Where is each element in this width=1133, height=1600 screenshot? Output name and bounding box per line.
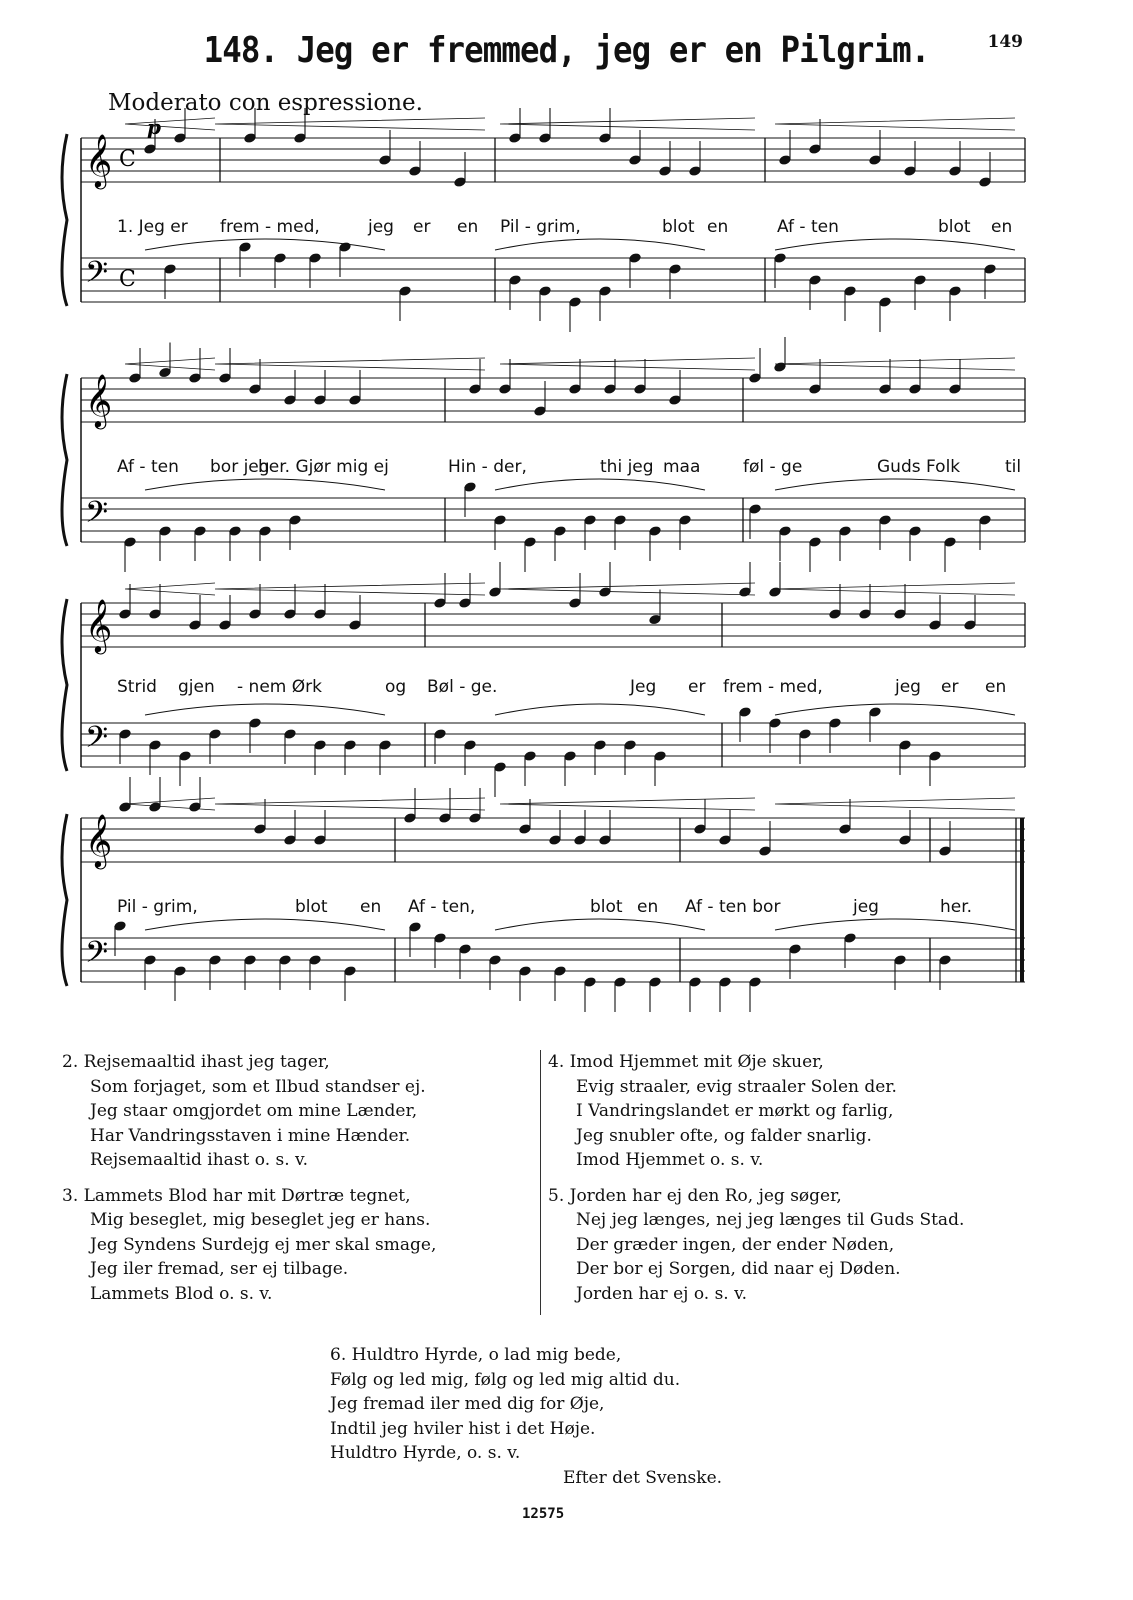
verses-left <box>62 1050 532 1317</box>
lyric-syllable: en <box>637 897 659 917</box>
lyric-syllable: jeg <box>895 677 921 697</box>
slur <box>495 479 705 490</box>
staff-svg <box>55 800 1030 1010</box>
lyric-syllable: og <box>385 677 407 697</box>
lyric-syllable: blot <box>662 217 695 237</box>
lyric-syllable: Bøl - ge. <box>427 677 498 697</box>
lyric-syllable: til <box>1005 457 1022 477</box>
bass-clef-icon: 𝄢 <box>85 256 109 297</box>
lyric-syllable: føl - ge <box>743 457 803 477</box>
lyric-syllable: Guds Folk <box>877 457 961 477</box>
slur <box>495 704 705 715</box>
slur <box>775 239 1015 250</box>
hairpin <box>775 358 1015 370</box>
verse-line: Jeg fremad iler med dig for Øje, <box>330 1394 605 1414</box>
lyric-syllable: Af - ten, <box>408 897 476 917</box>
verse-4 <box>548 1050 1038 1173</box>
hairpin <box>775 798 1015 810</box>
slur <box>495 239 705 250</box>
brace <box>62 599 67 771</box>
lyric-syllable: Af - ten <box>777 217 839 237</box>
slur <box>775 919 1015 930</box>
verse-line: I Vandringslandet er mørkt og farlig, <box>576 1101 894 1121</box>
verse-3 <box>62 1184 532 1307</box>
verse-line: Jorden har ej o. s. v. <box>576 1283 748 1304</box>
verse-line: Følg og led mig, følg og led mig altid du. <box>330 1369 681 1390</box>
credit: Efter det Svenske. <box>563 1468 723 1488</box>
verse-2 <box>62 1050 532 1173</box>
treble-clef-icon: 𝄞 <box>85 133 113 187</box>
music-system-3 <box>55 585 1030 795</box>
lyric-syllable: Hin - der, <box>448 457 527 477</box>
verses-right <box>548 1050 1038 1317</box>
verse-line: Har Vandringsstaven i mine Hænder. <box>90 1125 411 1146</box>
lyric-syllable: blot <box>590 897 623 917</box>
treble-clef-icon: 𝄞 <box>85 373 113 427</box>
lyric-syllable: blot <box>295 897 328 917</box>
bass-clef-icon: 𝄢 <box>85 936 109 977</box>
hairpin <box>215 798 485 810</box>
verse-line: Jeg Syndens Surdejg ej mer skal smage, <box>90 1234 437 1255</box>
lyric-syllable: - nem Ørk <box>237 677 322 697</box>
verse-line: Imod Hjemmet o. s. v. <box>576 1150 764 1170</box>
music-system-4 <box>55 800 1030 1010</box>
page-number: 149 <box>987 32 1023 52</box>
verse-line: Mig beseglet, mig beseglet jeg er hans. <box>90 1210 431 1230</box>
verse-line: Jeg snubler ofte, og falder snarlig. <box>576 1125 872 1146</box>
verse-line: Nej jeg længes, nej jeg længes til Guds Stad. <box>576 1210 965 1230</box>
verse-line: Der græder ingen, der ender Nøden, <box>576 1234 895 1255</box>
brace <box>62 374 67 546</box>
lyric-syllable: en <box>707 217 729 237</box>
verse-5 <box>548 1184 1038 1307</box>
lyric-syllable: jeg <box>368 217 394 237</box>
verse-line: Evig straaler, evig straaler Solen der. <box>576 1076 897 1097</box>
verse-6 <box>330 1343 810 1466</box>
lyric-syllable: er <box>688 677 706 697</box>
lyric-syllable: bor jeg <box>210 457 270 477</box>
hairpin <box>125 583 215 595</box>
lyric-syllable: jeg <box>853 897 879 917</box>
lyric-syllable: Pil - grim, <box>117 897 198 917</box>
lyric-syllable: en <box>360 897 382 917</box>
verse-line: Indtil jeg hviler hist i det Høje. <box>330 1418 596 1439</box>
verse-line: Som forjaget, som et Ilbud standser ej. <box>90 1076 426 1097</box>
hairpin <box>500 583 755 595</box>
music-system-2 <box>55 360 1030 570</box>
hairpin <box>125 798 215 810</box>
treble-clef-icon: 𝄞 <box>85 598 113 652</box>
lyric-syllable: maa <box>663 457 701 477</box>
hairpin <box>775 583 1015 595</box>
hairpin <box>125 118 215 130</box>
lyric-syllable: en <box>457 217 479 237</box>
verse-line: Der bor ej Sorgen, did naar ej Døden. <box>576 1259 901 1279</box>
lyric-syllable: Af - ten <box>117 457 179 477</box>
verse-line: Lammets Blod o. s. v. <box>90 1283 273 1304</box>
hairpin <box>500 798 755 810</box>
hairpin <box>775 118 1015 130</box>
slur <box>145 919 385 930</box>
hairpin <box>500 118 755 130</box>
lyric-syllable: Jeg <box>630 677 657 697</box>
verse-divider <box>540 1050 541 1315</box>
brace <box>62 814 67 986</box>
lyric-syllable: 1. Jeg er <box>117 217 188 237</box>
verse-first-line: 4. Imod Hjemmet mit Øje skuer, <box>548 1052 824 1072</box>
verse-line: Rejsemaaltid ihast o. s. v. <box>90 1150 309 1170</box>
slur <box>145 704 385 715</box>
lyric-syllable: er <box>941 677 959 697</box>
dynamic-marking: p <box>147 115 161 139</box>
brace <box>62 134 67 306</box>
lyric-syllable: frem - med, <box>723 677 823 697</box>
lyric-syllable: Af - ten bor <box>685 897 781 917</box>
lyric-syllable: Strid <box>117 677 157 697</box>
hairpin <box>215 358 485 370</box>
slur <box>145 479 385 490</box>
plate-number: 12575 <box>522 1506 565 1522</box>
lyric-syllable: en <box>991 217 1013 237</box>
lyric-syllable: her. <box>940 897 973 917</box>
tempo-marking: Moderato con espressione. <box>108 90 423 116</box>
lyric-syllable: thi jeg <box>600 457 654 477</box>
verse-line: Jeg staar omgjordet om mine Lænder, <box>90 1101 418 1121</box>
lyric-syllable: gjen <box>178 677 215 697</box>
hairpin <box>500 358 755 370</box>
lyric-syllable: frem - med, <box>220 217 320 237</box>
lyric-syllable: en <box>985 677 1007 697</box>
verse-line: Huldtro Hyrde, o. s. v. <box>330 1443 521 1463</box>
time-signature: C <box>119 147 136 172</box>
music-system-1 <box>55 115 1030 330</box>
verse-first-line: 5. Jorden har ej den Ro, jeg søger, <box>548 1185 842 1206</box>
bass-clef-icon: 𝄢 <box>85 496 109 537</box>
verse-first-line: 2. Rejsemaaltid ihast jeg tager, <box>62 1052 330 1072</box>
lyric-syllable: er <box>413 217 431 237</box>
verse-first-line: 6. Huldtro Hyrde, o lad mig bede, <box>330 1345 622 1365</box>
lyric-syllable: Pil - grim, <box>500 217 581 237</box>
time-signature: C <box>119 267 136 292</box>
treble-clef-icon: 𝄞 <box>85 813 113 867</box>
slur <box>775 704 1015 715</box>
page-title: 148. Jeg er fremmed, jeg er en Pilgrim. <box>203 30 930 71</box>
slur <box>775 479 1015 490</box>
verse-first-line: 3. Lammets Blod har mit Dørtræ tegnet, <box>62 1185 411 1206</box>
verse-line: Jeg iler fremad, ser ej tilbage. <box>90 1259 349 1279</box>
slur <box>495 919 705 930</box>
bass-clef-icon: 𝄢 <box>85 721 109 762</box>
lyric-syllable: her. Gjør mig ej <box>258 457 389 477</box>
lyric-syllable: blot <box>938 217 971 237</box>
